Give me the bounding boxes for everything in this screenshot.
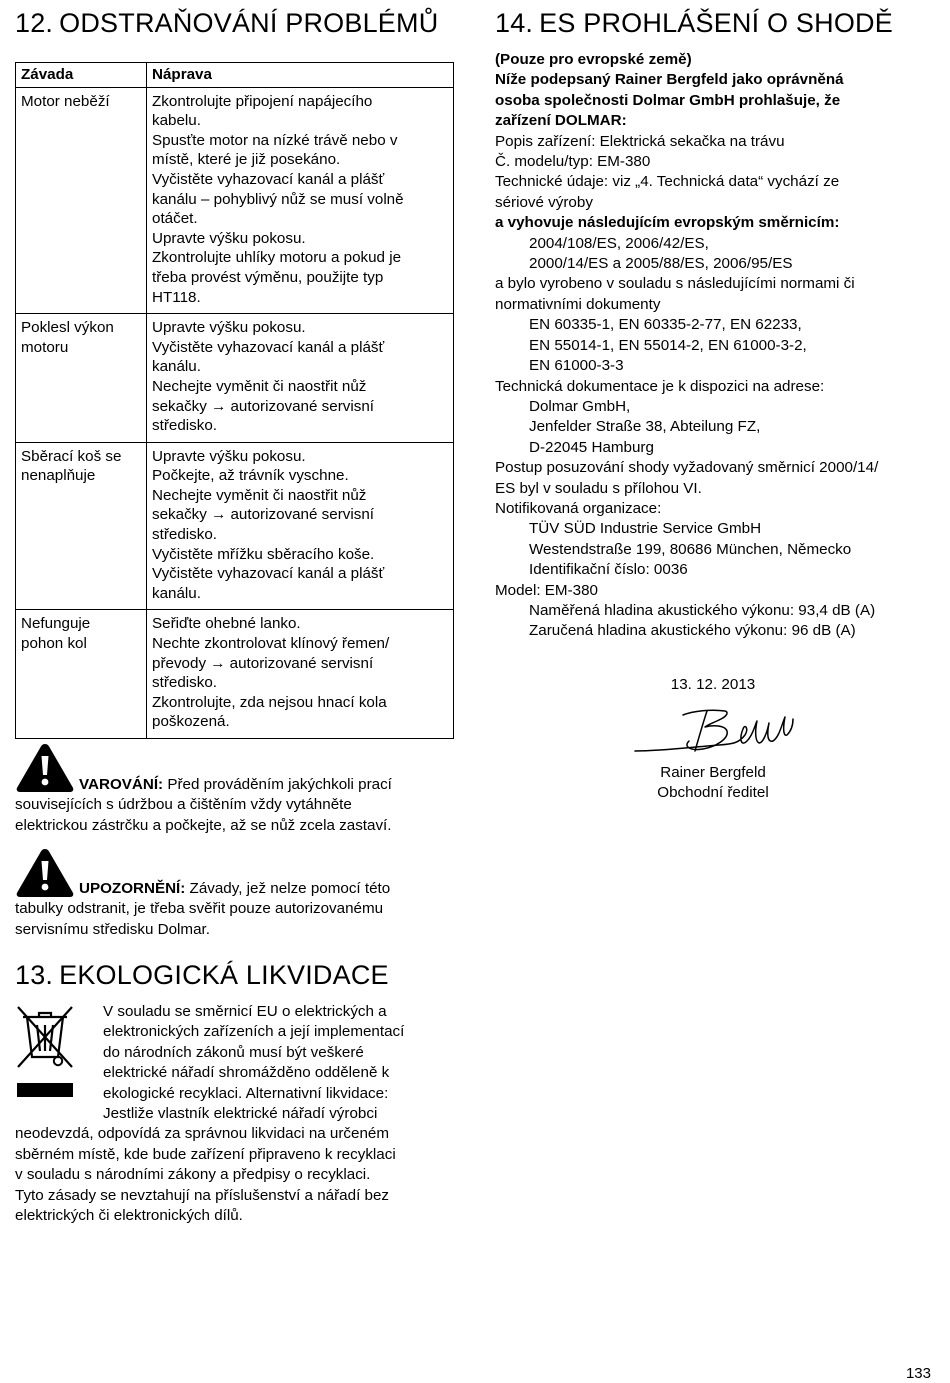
remedy-text: kanálu. [152,584,201,602]
declaration-line: Identifikační číslo: 0036 [529,561,688,579]
remedy-cell [147,610,454,739]
caution-line-1: Závady, jež nelze pomocí této [189,880,391,897]
remedy-cell [147,314,454,443]
caution-block [15,847,455,947]
warning-line-3: elektrickou zástrčku a počkejte, až se nůž zcela zastaví. [15,816,392,834]
declaration-line: EN 61000-3-3 [529,357,624,375]
disposal-line-4: elektrické nářadí shromážděno odděleně k [103,1064,390,1082]
declaration-line: ES byl v souladu s přílohou VI. [495,479,702,497]
remedy-text: Vyčistěte mřížku sběracího koše. [152,545,375,563]
declaration-line: Technické údaje: viz „4. Technická data“ vychází ze [495,173,840,191]
disposal-line-11: elektrických či elektronických dílů. [15,1207,243,1225]
handwritten-signature [633,705,798,761]
section-14-title: ES PROHLÁŠENÍ O SHODĚ [539,8,893,38]
warning-label: VAROVÁNÍ: [79,776,164,793]
disposal-line-1: V souladu se směrnicí EU o elektrických a [103,1003,387,1020]
table-body [16,87,454,738]
fault-cell [16,610,147,739]
declaration-line: Níže podepsaný Rainer Bergfeld jako oprávněná [495,71,844,89]
declaration-line: D-22045 Hamburg [529,438,654,456]
declaration-line: Popis zařízení: Elektrická sekačka na trávu [495,132,785,150]
remedy-text: kanálu. [152,358,201,376]
disposal-line-9: v souladu s národními zákony a předpisy o recyklaci. [15,1166,371,1184]
declaration-line: Dolmar GmbH, [529,397,631,415]
remedy-text: převody → autorizované servisní [152,654,374,672]
remedy-text: Vyčistěte vyhazovací kanál a plášť [152,170,385,188]
declaration-date: 13. 12. 2013 [670,676,756,693]
table-row [16,442,454,610]
remedy-text: Zkontrolujte, zda nejsou hnací kola [152,693,387,711]
remedy-cell [147,442,454,610]
remedy-text: otáčet. [152,210,198,228]
declaration-line: Č. modelu/typ: EM-380 [495,153,651,171]
remedy-text: Vyčistěte vyhazovací kanál a plášť [152,338,385,356]
remedy-text: Zkontrolujte připojení napájecího [152,92,373,110]
declaration-line: EN 55014-1, EN 55014-2, EN 61000-3-2, [529,336,807,354]
remedy-text: Počkejte, až trávník vyschne. [152,467,349,485]
declaration-line: Technická dokumentace je k dispozici na adrese: [495,377,825,395]
warning-line-1: Před prováděním jakýchkoli prací [167,776,392,793]
declaration-line: Model: EM-380 [495,581,598,599]
fault-text: nenaplňuje [21,467,96,485]
remedy-cell [147,87,454,314]
declaration-line: 2004/108/ES, 2006/42/ES, [529,234,709,252]
table-header-row [16,63,454,88]
warning-text [15,775,455,836]
signer-block [628,763,798,804]
declaration-line: Notifikovaná organizace: [495,499,662,517]
table-row [16,87,454,314]
declaration-line: zařízení DOLMAR: [495,112,627,130]
section-14-heading [495,6,893,40]
disposal-line-3: do národních zákonů musí být veškeré [103,1043,364,1061]
section-14-number: 14. [495,8,534,38]
remedy-text: Nechejte vyměnit či naostřit nůž [152,377,367,395]
remedy-text: středisko. [152,674,217,692]
section-13-heading [15,958,389,992]
caution-line-3: servisnímu středisku Dolmar. [15,920,210,938]
remedy-text: středisko. [152,526,217,544]
remedy-text: kanálu – pohyblivý nůž se musí volně [152,190,404,208]
fault-cell [16,87,147,314]
warning-block [15,742,455,842]
remedy-text: poškozená. [152,713,230,731]
remedy-text: sekačky → autorizované servisní [152,506,374,524]
caution-line-2: tabulky odstranit, je třeba svěřit pouze autorizovanému [15,900,384,918]
declaration-line: sériové výroby [495,193,593,211]
remedy-text: Spusťte motor na nízké trávě nebo v [152,131,398,149]
remedy-text: Vyčistěte vyhazovací kanál a plášť [152,565,385,583]
disposal-text [15,1002,460,1226]
section-12-heading [15,6,438,40]
remedy-text: HT118. [152,288,201,306]
section-13-title: EKOLOGICKÁ LIKVIDACE [59,960,389,990]
remedy-text: třeba provést výměnu, použijte typ [152,268,384,286]
signer-title: Obchodní ředitel [657,784,769,802]
fault-cell [16,442,147,610]
disposal-line-10: Tyto zásady se nevztahují na příslušenství a nářadí bez [15,1186,389,1204]
table-row [16,314,454,443]
remedy-text: středisko. [152,417,217,435]
fault-cell [16,314,147,443]
declaration-line: Westendstraße 199, 80686 München, Německo [529,540,852,558]
declaration-text [495,50,940,642]
caution-text [15,879,455,940]
declaration-line: 2000/14/ES a 2005/88/ES, 2006/95/ES [529,255,793,273]
caution-label: UPOZORNĚNÍ: [79,880,186,897]
disposal-line-6: Jestliže vlastník elektrické nářadí výrobci [103,1105,378,1123]
signer-name: Rainer Bergfeld [660,764,766,781]
fault-text: motoru [21,338,69,356]
page-number: 133 [905,1365,931,1382]
fault-text: Nefunguje [21,615,91,633]
fault-text: Sběrací koš se [21,447,122,465]
fault-text: Poklesl výkon [21,319,114,337]
fault-text: Motor neběží [21,92,110,110]
troubleshooting-table [15,62,454,739]
remedy-text: Upravte výšku pokosu. [152,319,306,337]
declaration-line: Naměřená hladina akustického výkonu: 93,4 dB (A) [529,601,876,619]
declaration-line: EN 60335-1, EN 60335-2-77, EN 62233, [529,316,802,334]
remedy-text: Upravte výšku pokosu. [152,229,306,247]
section-13-number: 13. [15,960,54,990]
remedy-text: Nechejte vyměnit či naostřit nůž [152,486,367,504]
declaration-line: TÜV SÜD Industrie Service GmbH [529,520,762,538]
declaration-line: a bylo vyrobeno v souladu s následujícími normami či [495,275,855,293]
header-fault: Závada [16,63,147,88]
remedy-text: sekačky → autorizované servisní [152,397,374,415]
remedy-text: Nechte zkontrolovat klínový řemen/ [152,635,390,653]
fault-text: pohon kol [21,635,87,653]
disposal-line-5: ekologické recyklaci. Alternativní likvidace: [103,1084,389,1102]
remedy-text: místě, které je již posekáno. [152,151,341,169]
declaration-line: a vyhovuje následujícím evropským směrnicím: [495,214,840,232]
remedy-text: kabelu. [152,112,201,130]
declaration-line: Postup posuzování shody vyžadovaný směrnicí 2000/14/ [495,459,879,477]
header-remedy: Náprava [147,63,454,88]
remedy-text: Zkontrolujte uhlíky motoru a pokud je [152,249,402,267]
disposal-line-8: sběrném místě, kde bude zařízení připraveno k recyklaci [15,1145,396,1163]
table-row [16,610,454,739]
declaration-line: (Pouze pro evropské země) [495,51,692,68]
declaration-line: osoba společnosti Dolmar GmbH prohlašuje, že [495,91,841,109]
section-12-number: 12. [15,8,54,38]
declaration-line: Zaručená hladina akustického výkonu: 96 dB (A) [529,622,856,640]
declaration-line: Jenfelder Straße 38, Abteilung FZ, [529,418,761,436]
remedy-text: Upravte výšku pokosu. [152,447,306,465]
declaration-line: normativními dokumenty [495,295,661,313]
disposal-line-7: neodevzdá, odpovídá za správnou likvidaci na určeném [15,1125,390,1143]
section-12-title: ODSTRAŇOVÁNÍ PROBLÉMŮ [59,8,439,38]
remedy-text: Seřiďte ohebné lanko. [152,615,301,633]
disposal-line-2: elektronických zařízeních a její implementací [103,1023,405,1041]
warning-line-2: souvisejících s údržbou a čištěním vždy vytáhněte [15,796,352,814]
